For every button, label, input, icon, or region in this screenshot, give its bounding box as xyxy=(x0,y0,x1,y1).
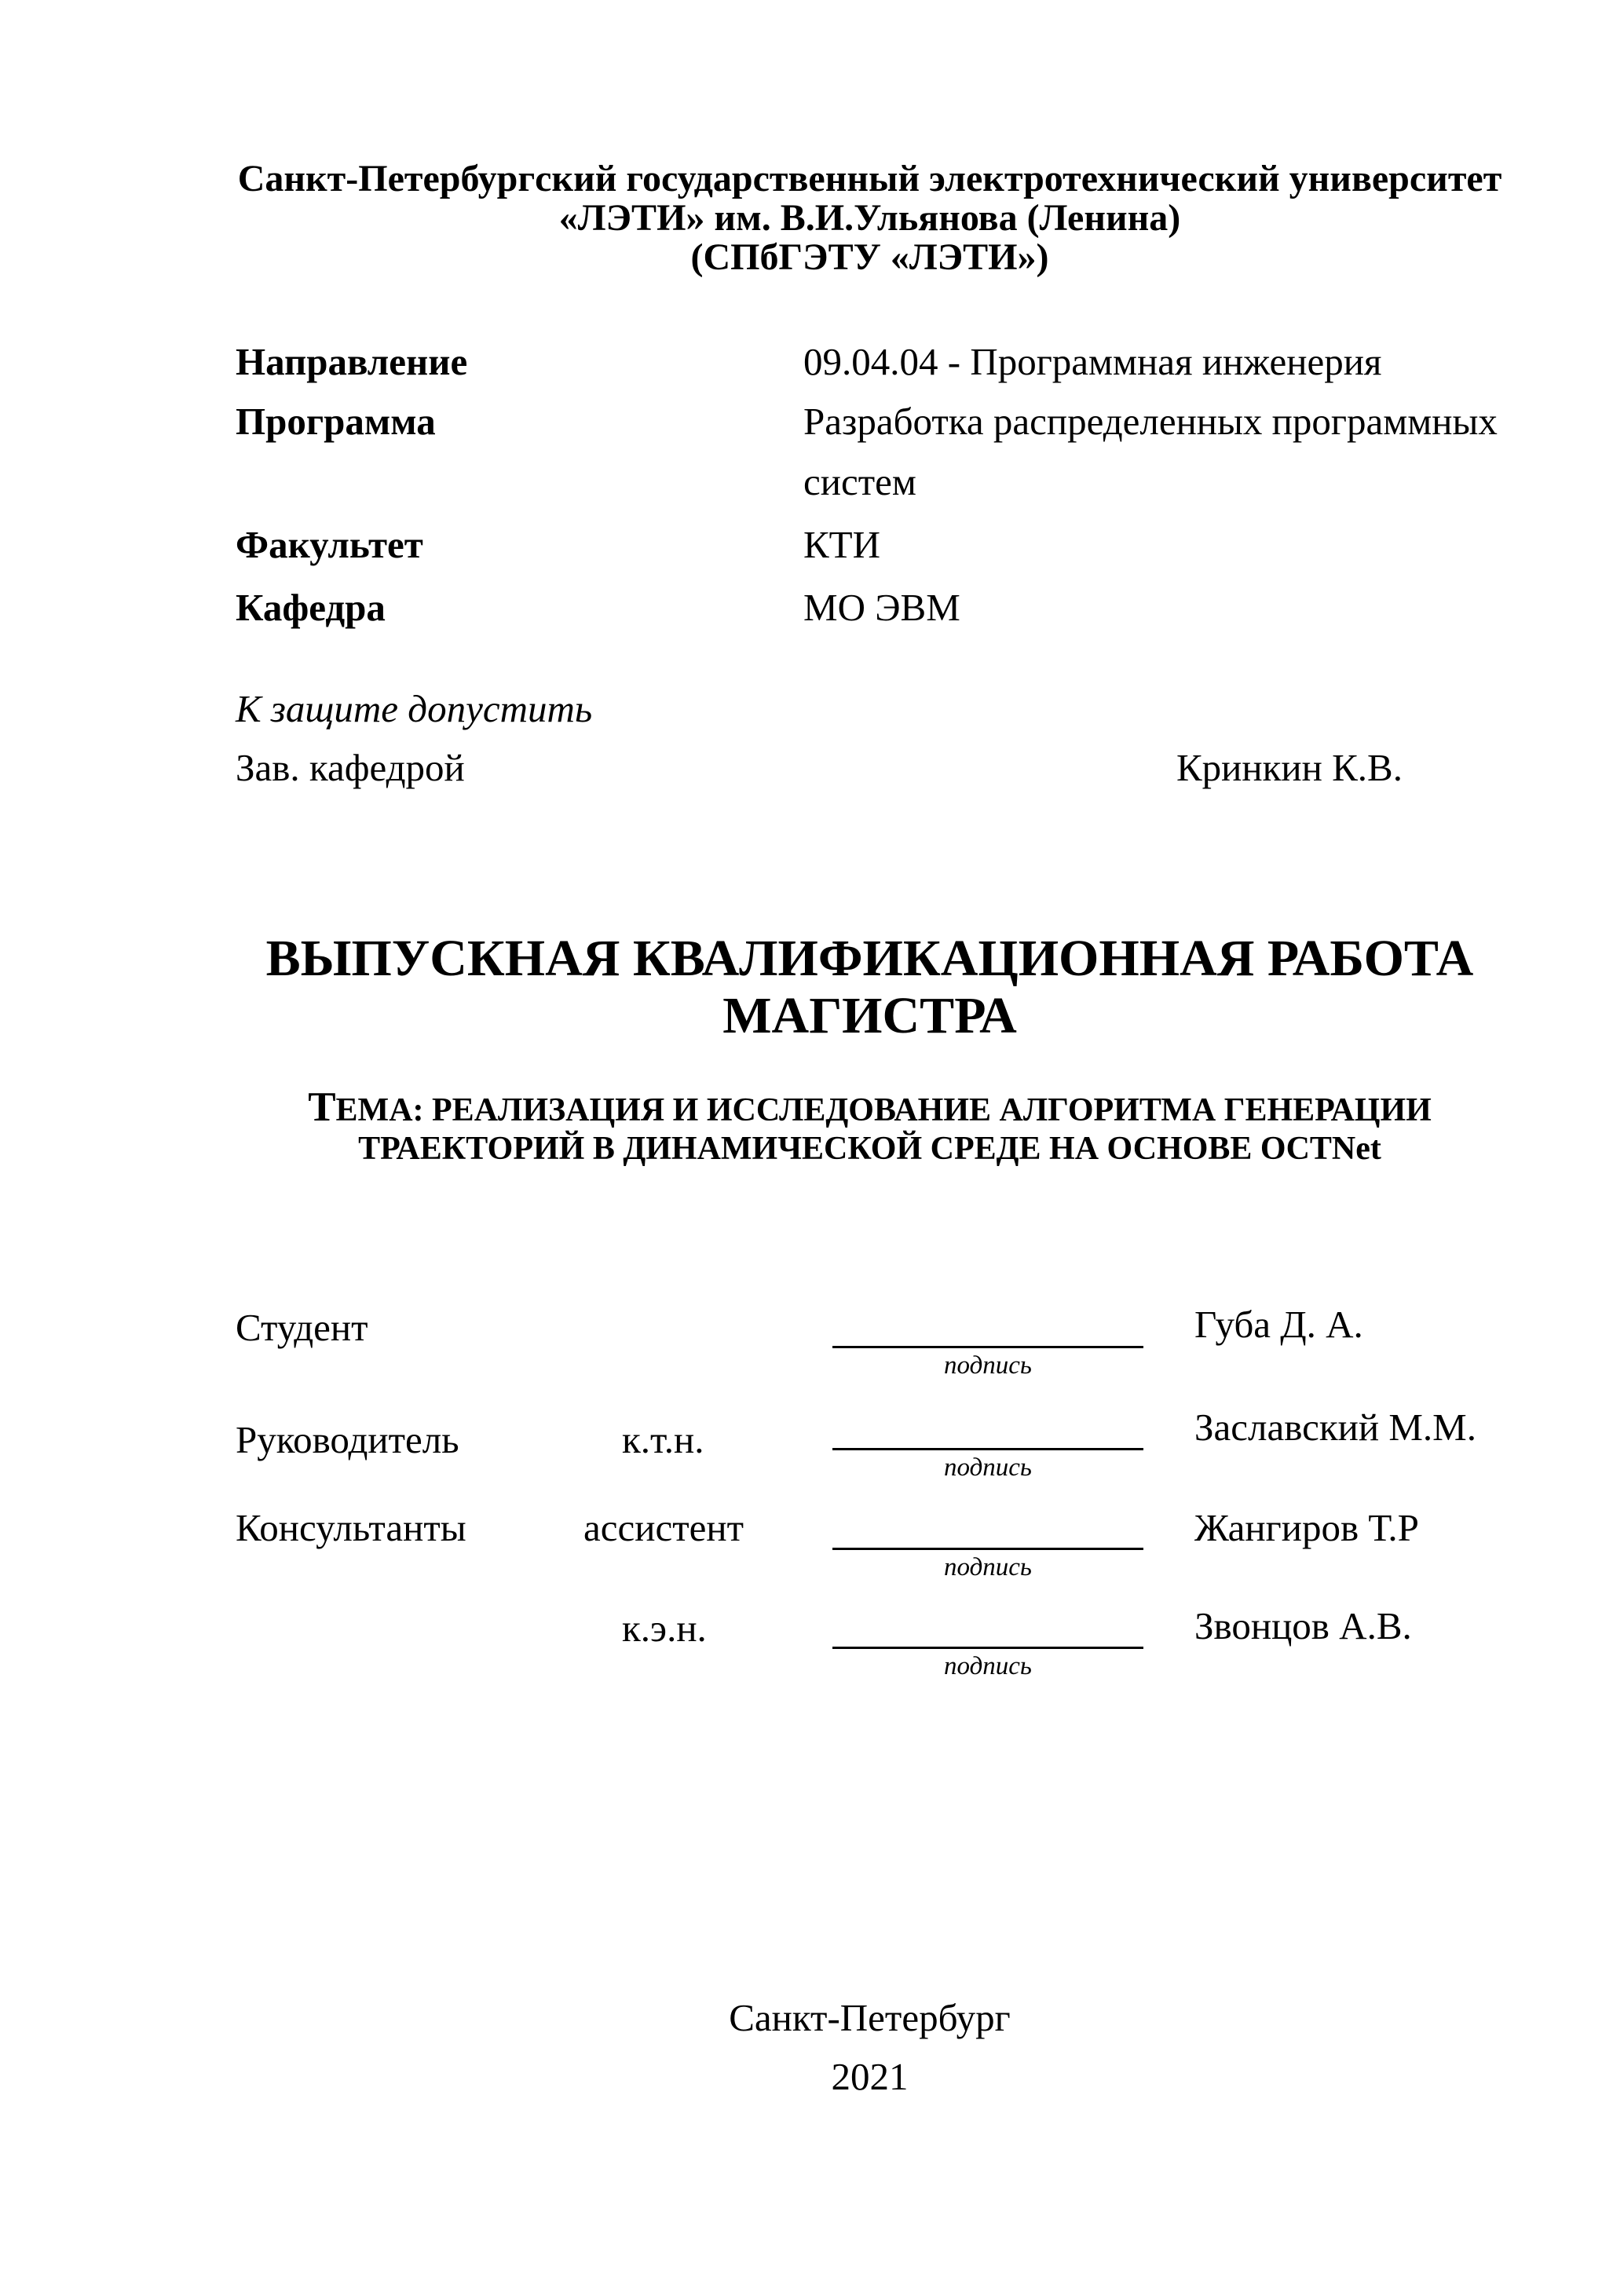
admission-role: Зав. кафедрой xyxy=(236,746,465,789)
signature-row-student-name: Губа Д. А. xyxy=(1194,1303,1363,1346)
signature-line-consultant2 xyxy=(832,1647,1143,1649)
signature-caption-student: подпись xyxy=(944,1351,1032,1380)
thesis-theme-line2: ТРАЕКТОРИЙ В ДИНАМИЧЕСКОЙ СРЕДЕ НА ОСНОВЕ OCTNet xyxy=(358,1131,1381,1167)
field-department xyxy=(232,585,1520,634)
university-header xyxy=(232,159,1508,277)
footer-year: 2021 xyxy=(831,2055,909,2098)
field-program-label: Программа xyxy=(236,400,436,443)
signature-row-consultant1-degree: ассистент xyxy=(583,1506,744,1549)
field-direction-label: Направление xyxy=(236,340,468,383)
field-faculty-label: Факультет xyxy=(236,523,423,566)
field-program-continuation xyxy=(232,459,1520,508)
signature-line-student xyxy=(832,1346,1143,1348)
signature-caption-supervisor: подпись xyxy=(944,1453,1032,1482)
thesis-theme-initial: Т xyxy=(308,1084,336,1130)
signature-row-student-role: Студент xyxy=(236,1306,368,1349)
field-direction-value: 09.04.04 - Программная инженерия xyxy=(803,340,1382,383)
signature-row-consultant1-role: Консультанты xyxy=(236,1506,466,1549)
signature-row-supervisor-name: Заславский М.М. xyxy=(1194,1406,1476,1449)
footer-city: Санкт-Петербург xyxy=(729,1996,1011,2039)
field-department-value: МО ЭВМ xyxy=(803,586,960,629)
field-faculty xyxy=(232,522,1520,571)
signature-row-supervisor-degree: к.т.н. xyxy=(622,1418,704,1461)
signature-caption-consultant1: подпись xyxy=(944,1553,1032,1581)
field-direction xyxy=(232,339,1520,388)
admission-phrase: К защите допустить xyxy=(236,687,593,730)
signature-line-consultant1 xyxy=(832,1548,1143,1550)
field-department-label: Кафедра xyxy=(236,586,386,629)
university-name-line3: (СПбГЭТУ «ЛЭТИ») xyxy=(690,236,1049,278)
university-name-line2: «ЛЭТИ» им. В.И.Ульянова (Ленина) xyxy=(558,197,1181,239)
main-title xyxy=(232,930,1508,1044)
field-program-continuation-value: систем xyxy=(803,460,916,503)
field-faculty-value: КТИ xyxy=(803,523,880,566)
thesis-theme xyxy=(232,1084,1508,1168)
signature-row-supervisor-role: Руководитель xyxy=(236,1418,459,1461)
thesis-theme-line1 xyxy=(232,1084,1508,1130)
signature-row-consultant2-degree: к.э.н. xyxy=(622,1607,707,1650)
signature-line-supervisor xyxy=(832,1448,1143,1450)
field-program-value: Разработка распределенных программных xyxy=(803,400,1498,443)
main-title-line2: МАГИСТРА xyxy=(722,987,1017,1044)
main-title-line1: ВЫПУСКНАЯ КВАЛИФИКАЦИОННАЯ РАБОТА xyxy=(265,930,1474,987)
field-program xyxy=(232,399,1520,448)
signature-row-consultant2-name: Звонцов А.В. xyxy=(1194,1604,1412,1647)
thesis-theme-line1-rest: ЕМА: РЕАЛИЗАЦИЯ И ИССЛЕДОВАНИЕ АЛГОРИТМА ГЕНЕРАЦИИ xyxy=(335,1092,1432,1128)
university-name-line1: Санкт-Петербургский государственный электротехнический университет xyxy=(237,158,1502,199)
signature-row-consultant1-name: Жангиров Т.Р xyxy=(1194,1506,1419,1549)
admission-head-name: Кринкин К.В. xyxy=(1176,746,1403,789)
signature-caption-consultant2: подпись xyxy=(944,1652,1032,1680)
